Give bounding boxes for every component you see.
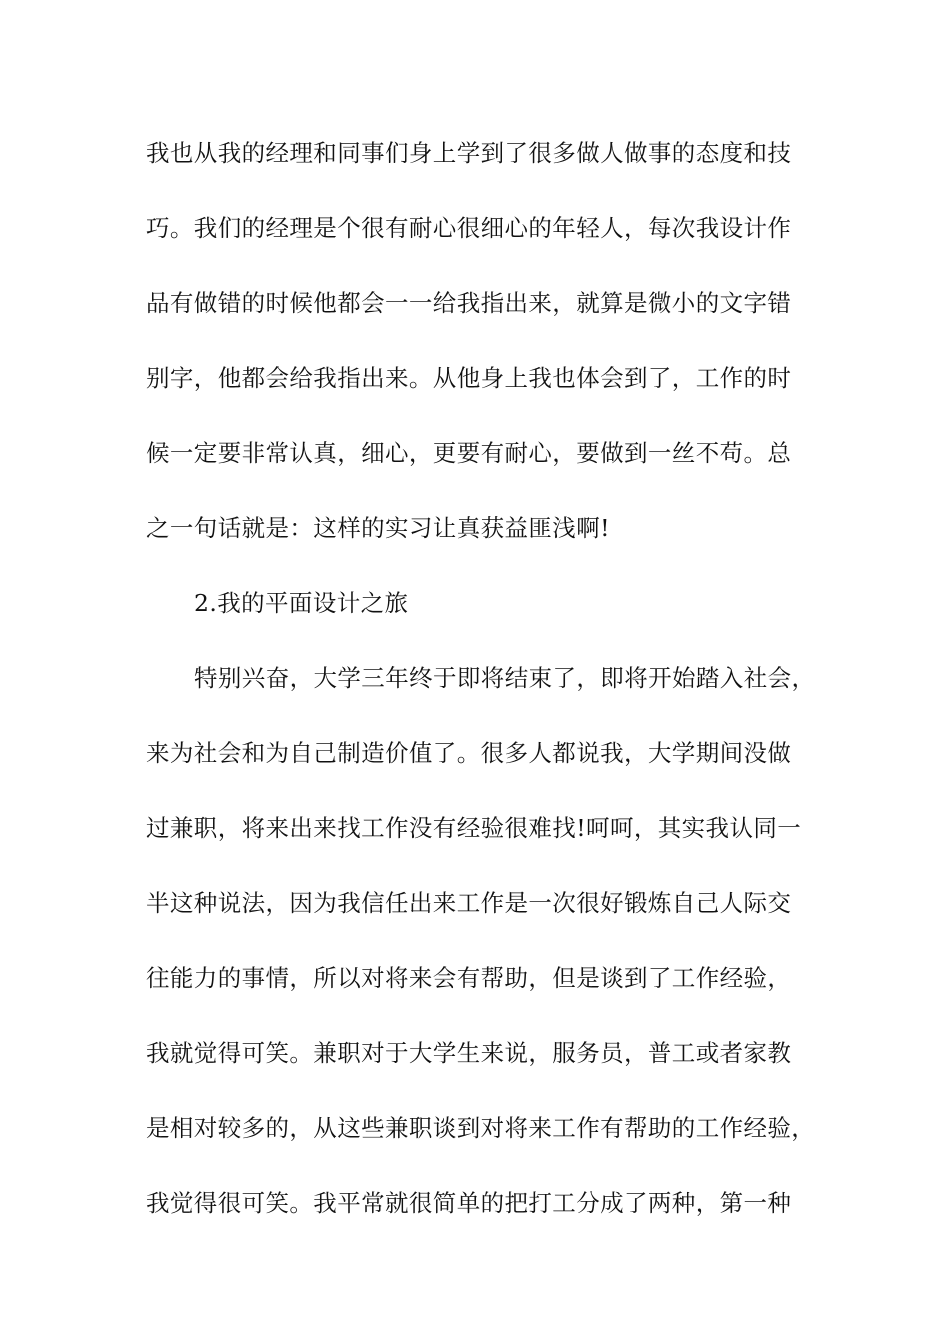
text-line: 半这种说法，因为我信任出来工作是一次很好锻炼自己人际交 <box>146 889 792 917</box>
text-line: 别字，他都会给我指出来。从他身上我也体会到了，工作的时 <box>146 364 792 392</box>
text-line: 往能力的事情，所以对将来会有帮助，但是谈到了工作经验， <box>146 964 792 992</box>
text-line: 来为社会和为自己制造价值了。很多人都说我，大学期间没做 <box>146 739 792 767</box>
section-heading: 2.我的平面设计之旅 <box>194 589 409 617</box>
text-line: 品有做错的时候他都会一一给我指出来，就算是微小的文字错 <box>146 289 792 317</box>
text-line: 之一句话就是：这样的实习让真获益匪浅啊! <box>146 514 610 542</box>
text-line: 巧。我们的经理是个很有耐心很细心的年轻人，每次我设计作 <box>146 214 792 242</box>
text-line: 我觉得很可笑。我平常就很简单的把打工分成了两种，第一种 <box>146 1189 792 1217</box>
text-line: 候一定要非常认真，细心，更要有耐心，要做到一丝不苟。总 <box>146 439 792 467</box>
body-text <box>146 128 826 1253</box>
text-line: 过兼职，将来出来找工作没有经验很难找!呵呵，其实我认同一 <box>146 814 802 842</box>
text-line: 我也从我的经理和同事们身上学到了很多做人做事的态度和技 <box>146 139 792 167</box>
text-line: 是相对较多的，从这些兼职谈到对将来工作有帮助的工作经验， <box>146 1114 816 1142</box>
text-line: 我就觉得可笑。兼职对于大学生来说，服务员，普工或者家教 <box>146 1039 792 1067</box>
text-line: 特别兴奋，大学三年终于即将结束了，即将开始踏入社会， <box>194 664 816 692</box>
